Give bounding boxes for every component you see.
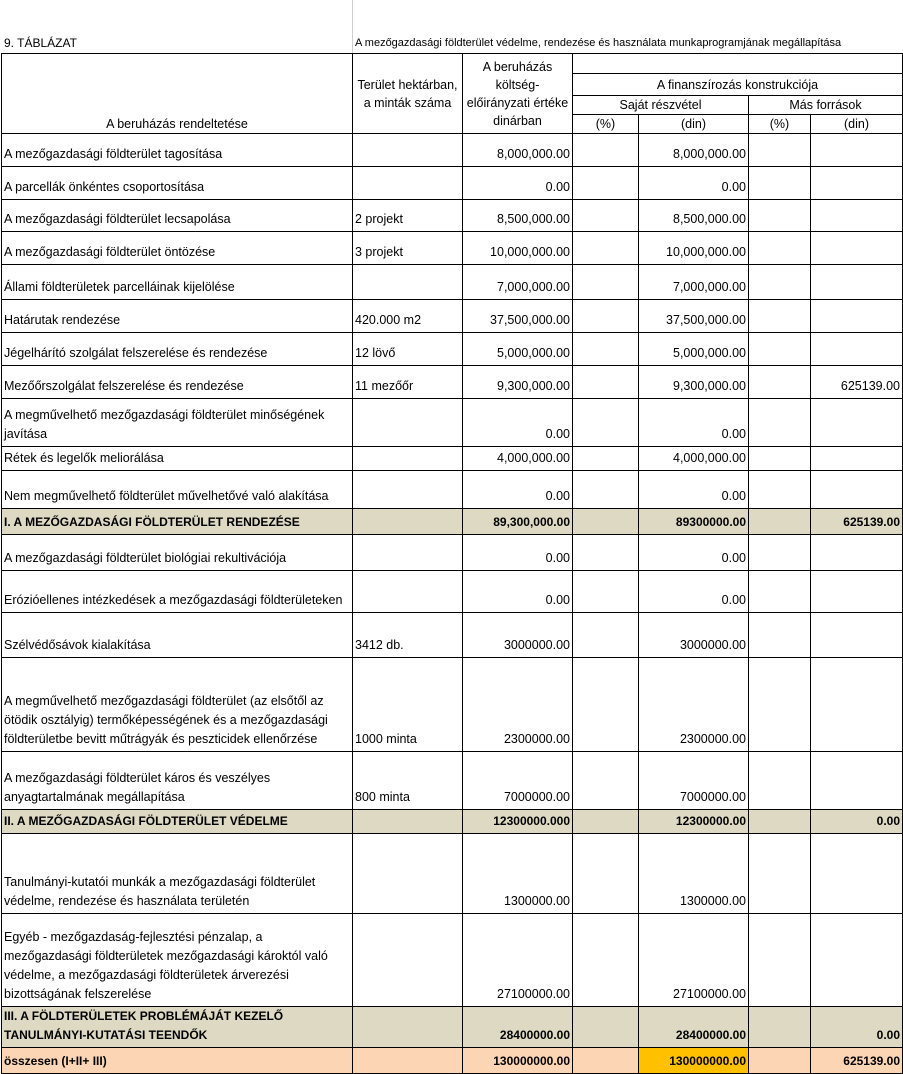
cell-own-pct [573, 447, 639, 471]
header-financing: A finanszírozás konstrukciója [573, 74, 903, 96]
cell-area [353, 509, 463, 535]
cell-oth-din [811, 752, 903, 810]
table-number: 9. TÁBLÁZAT [4, 36, 77, 50]
cell-oth-din: 625139.00 [811, 1048, 903, 1074]
cell-area [353, 914, 463, 1007]
cell-area [353, 447, 463, 471]
cell-own-pct [573, 333, 639, 366]
cell-label: A mezőgazdasági földterület biológiai rekultivációja [2, 535, 353, 571]
cell-own-pct [573, 914, 639, 1007]
cell-area: 12 lövő [353, 333, 463, 366]
table-row [2, 167, 903, 200]
cell-own-pct [573, 200, 639, 232]
cell-own-pct [573, 571, 639, 613]
table-title: A mezőgazdasági földterület védelme, rendezése és használata munkaprogramjának megállapítása [355, 37, 842, 49]
cell-own-pct [573, 613, 639, 658]
header-other: Más források [749, 96, 903, 115]
cell-own-pct [573, 134, 639, 167]
cell-label: Egyéb - mezőgazdaság-fejlesztési pénzalap, a mezőgazdasági földterületek mezőgazdasági károktól való védelme, a mezőgazdasági földterületek árverezési bizottságának felszerelése [2, 914, 353, 1007]
cell-label: Tanulmányi-kutatói munkák a mezőgazdasági földterület védelme, rendezése és használata területén [2, 834, 353, 914]
financing-table [1, 53, 903, 1074]
cell-label: Mezőőrszolgálat felszerelése és rendezése [2, 366, 353, 399]
header-other-pct: (%) [749, 115, 811, 134]
cell-own-din: 10,000,000.00 [639, 232, 749, 265]
cell-label: összesen (I+II+ III) [2, 1048, 353, 1074]
cell-own-pct [573, 810, 639, 834]
cell-label: Erózióellenes intézkedések a mezőgazdasági földterületeken [2, 571, 353, 613]
cell-oth-din [811, 265, 903, 300]
cell-own-pct [573, 471, 639, 509]
table-row [2, 535, 903, 571]
cell-label: A megművelhető mezőgazdasági földterület (az elsőtől az ötödik osztályig) termőképességének és a mezőgazdasági földterületbe bevitt műtrágyák és peszticidek ellenőrzése [2, 658, 353, 752]
cell-oth-din [811, 658, 903, 752]
cell-own-pct [573, 1007, 639, 1048]
table-row [2, 471, 903, 509]
cell-label: A megművelhető mezőgazdasági földterület minőségének javítása [2, 399, 353, 447]
cell-label: Szélvédősávok kialakítása [2, 613, 353, 658]
cell-own-din: 130000000.00 [639, 1048, 749, 1074]
cell-area [353, 834, 463, 914]
table-row [2, 834, 903, 914]
cell-oth-pct [749, 300, 811, 333]
table-row [2, 134, 903, 167]
cell-oth-pct [749, 658, 811, 752]
cell-label: A mezőgazdasági földterület káros és veszélyes anyagtartalmának megállapítása [2, 752, 353, 810]
cell-oth-din [811, 834, 903, 914]
table-row [2, 613, 903, 658]
cell-oth-pct [749, 232, 811, 265]
cell-value: 37,500,000.00 [463, 300, 573, 333]
cell-own-din: 7,000,000.00 [639, 265, 749, 300]
cell-oth-din [811, 471, 903, 509]
header-own-pct: (%) [573, 115, 639, 134]
cell-oth-pct [749, 399, 811, 447]
cell-oth-pct [749, 200, 811, 232]
cell-area: 420.000 m2 [353, 300, 463, 333]
table-row [2, 265, 903, 300]
cell-oth-din [811, 232, 903, 265]
cell-area: 1000 minta [353, 658, 463, 752]
cell-value: 89,300,000.00 [463, 509, 573, 535]
cell-oth-pct [749, 471, 811, 509]
cell-oth-din [811, 613, 903, 658]
cell-area [353, 167, 463, 200]
cell-area [353, 1048, 463, 1074]
cell-own-pct [573, 366, 639, 399]
cell-own-din: 89300000.00 [639, 509, 749, 535]
cell-oth-pct [749, 447, 811, 471]
cell-oth-din: 625139.00 [811, 366, 903, 399]
header-other-din: (din) [811, 115, 903, 134]
cell-label: II. A MEZŐGAZDASÁGI FÖLDTERÜLET VÉDELME [2, 810, 353, 834]
cell-value: 0.00 [463, 167, 573, 200]
cell-own-din: 0.00 [639, 471, 749, 509]
cell-own-din: 0.00 [639, 535, 749, 571]
header-area: Terület hektárban, a minták száma [353, 54, 463, 134]
cell-own-din: 9,300,000.00 [639, 366, 749, 399]
cell-own-pct [573, 834, 639, 914]
cell-area [353, 1007, 463, 1048]
cell-area: 2 projekt [353, 200, 463, 232]
cell-area: 3 projekt [353, 232, 463, 265]
cell-own-pct [573, 167, 639, 200]
cell-value: 1300000.00 [463, 834, 573, 914]
cell-oth-pct [749, 571, 811, 613]
cell-value: 130000000.00 [463, 1048, 573, 1074]
table-row [2, 399, 903, 447]
cell-value: 28400000.00 [463, 1007, 573, 1048]
table-row [2, 571, 903, 613]
cell-oth-pct [749, 333, 811, 366]
cell-label: Nem megművelhető földterület művelhetővé való alakítása [2, 471, 353, 509]
cell-own-pct [573, 300, 639, 333]
cell-area [353, 571, 463, 613]
cell-oth-pct [749, 535, 811, 571]
cell-value: 3000000.00 [463, 613, 573, 658]
cell-own-pct [573, 509, 639, 535]
cell-oth-din [811, 134, 903, 167]
cell-area [353, 399, 463, 447]
cell-own-din: 0.00 [639, 399, 749, 447]
top-gridline [352, 0, 353, 54]
cell-own-pct [573, 1048, 639, 1074]
cell-own-pct [573, 399, 639, 447]
cell-oth-pct [749, 265, 811, 300]
table-row [2, 366, 903, 399]
cell-own-din: 8,000,000.00 [639, 134, 749, 167]
cell-value: 0.00 [463, 571, 573, 613]
cell-oth-pct [749, 613, 811, 658]
table-row [2, 752, 903, 810]
table-row [2, 658, 903, 752]
cell-value: 8,000,000.00 [463, 134, 573, 167]
cell-oth-pct [749, 810, 811, 834]
cell-oth-din [811, 399, 903, 447]
cell-oth-din [811, 571, 903, 613]
cell-own-din: 3000000.00 [639, 613, 749, 658]
cell-own-din: 28400000.00 [639, 1007, 749, 1048]
cell-value: 12300000.000 [463, 810, 573, 834]
cell-oth-pct [749, 134, 811, 167]
cell-oth-din [811, 914, 903, 1007]
table-row [2, 1007, 903, 1048]
cell-label: III. A FÖLDTERÜLETEK PROBLÉMÁJÁT KEZELŐ TANULMÁNYI-KUTATÁSI TEENDŐK [2, 1007, 353, 1048]
cell-own-pct [573, 752, 639, 810]
cell-oth-din: 625139.00 [811, 509, 903, 535]
cell-value: 8,500,000.00 [463, 200, 573, 232]
cell-value: 27100000.00 [463, 914, 573, 1007]
cell-area: 3412 db. [353, 613, 463, 658]
cell-value: 5,000,000.00 [463, 333, 573, 366]
cell-label: Rétek és legelők meliorálása [2, 447, 353, 471]
header-value: A beruházás költség-előirányzati értéke dinárban [463, 54, 573, 134]
table-row [2, 333, 903, 366]
cell-oth-pct [749, 167, 811, 200]
cell-value: 9,300,000.00 [463, 366, 573, 399]
table-row [2, 914, 903, 1007]
cell-area: 11 mezőőr [353, 366, 463, 399]
cell-own-din: 5,000,000.00 [639, 333, 749, 366]
cell-own-din: 37,500,000.00 [639, 300, 749, 333]
cell-own-pct [573, 265, 639, 300]
cell-oth-pct [749, 1048, 811, 1074]
cell-label: A mezőgazdasági földterület lecsapolása [2, 200, 353, 232]
cell-oth-din [811, 447, 903, 471]
cell-value: 10,000,000.00 [463, 232, 573, 265]
cell-own-din: 0.00 [639, 167, 749, 200]
header-own-din: (din) [639, 115, 749, 134]
cell-oth-pct [749, 834, 811, 914]
cell-own-din: 4,000,000.00 [639, 447, 749, 471]
cell-oth-din [811, 333, 903, 366]
cell-value: 2300000.00 [463, 658, 573, 752]
cell-oth-pct [749, 1007, 811, 1048]
cell-label: Állami földterületek parcelláinak kijelölése [2, 265, 353, 300]
cell-value: 0.00 [463, 535, 573, 571]
cell-area [353, 134, 463, 167]
cell-area [353, 471, 463, 509]
cell-area [353, 265, 463, 300]
cell-oth-din: 0.00 [811, 810, 903, 834]
table-row [2, 447, 903, 471]
table-row [2, 1048, 903, 1074]
cell-label: A mezőgazdasági földterület öntözése [2, 232, 353, 265]
cell-label: A parcellák önkéntes csoportosítása [2, 167, 353, 200]
cell-own-din: 27100000.00 [639, 914, 749, 1007]
cell-oth-pct [749, 914, 811, 1007]
table-row [2, 810, 903, 834]
cell-own-din: 12300000.00 [639, 810, 749, 834]
cell-own-din: 0.00 [639, 571, 749, 613]
header-purpose: A beruházás rendeltetése [2, 54, 353, 134]
cell-own-din: 8,500,000.00 [639, 200, 749, 232]
cell-oth-pct [749, 366, 811, 399]
cell-label: Határutak rendezése [2, 300, 353, 333]
header-own: Saját részvétel [573, 96, 749, 115]
cell-own-din: 7000000.00 [639, 752, 749, 810]
cell-oth-din [811, 535, 903, 571]
cell-oth-pct [749, 752, 811, 810]
cell-label: A mezőgazdasági földterület tagosítása [2, 134, 353, 167]
cell-own-din: 2300000.00 [639, 658, 749, 752]
cell-oth-din [811, 200, 903, 232]
table-row [2, 200, 903, 232]
cell-value: 7000000.00 [463, 752, 573, 810]
cell-own-din: 1300000.00 [639, 834, 749, 914]
cell-own-pct [573, 658, 639, 752]
cell-own-pct [573, 232, 639, 265]
cell-oth-din: 0.00 [811, 1007, 903, 1048]
cell-area [353, 810, 463, 834]
cell-area [353, 535, 463, 571]
table-row [2, 509, 903, 535]
cell-value: 7,000,000.00 [463, 265, 573, 300]
cell-label: Jégelhárító szolgálat felszerelése és rendezése [2, 333, 353, 366]
cell-value: 4,000,000.00 [463, 447, 573, 471]
cell-area: 800 minta [353, 752, 463, 810]
table-row [2, 232, 903, 265]
cell-oth-pct [749, 509, 811, 535]
cell-own-pct [573, 535, 639, 571]
cell-oth-din [811, 300, 903, 333]
cell-value: 0.00 [463, 399, 573, 447]
cell-oth-din [811, 167, 903, 200]
cell-value: 0.00 [463, 471, 573, 509]
cell-label: I. A MEZŐGAZDASÁGI FÖLDTERÜLET RENDEZÉSE [2, 509, 353, 535]
table-row [2, 300, 903, 333]
